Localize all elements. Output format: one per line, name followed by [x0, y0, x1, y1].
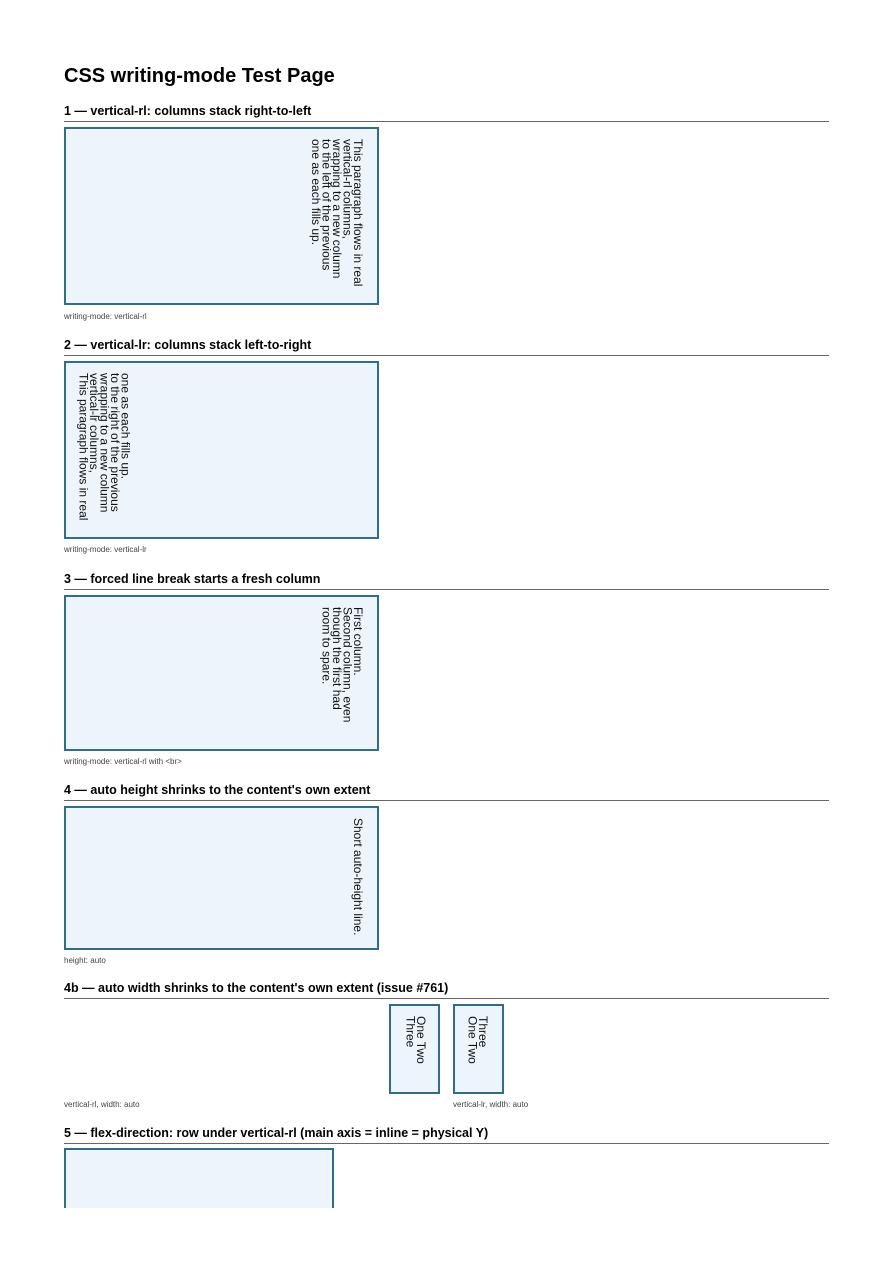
section-3-forced-break-box — [64, 595, 379, 751]
section-4b-rl-text: One Two Three — [403, 1016, 428, 1064]
section-4b-divider — [64, 998, 829, 999]
section-2-caption: writing-mode: vertical-lr — [64, 545, 147, 554]
page-title: CSS writing-mode Test Page — [64, 65, 335, 87]
section-2-divider — [64, 355, 829, 356]
section-5-flex-box — [64, 1148, 334, 1208]
section-4-caption: height: auto — [64, 956, 106, 965]
section-4-divider — [64, 800, 829, 801]
section-1-caption: writing-mode: vertical-rl — [64, 312, 147, 321]
section-2-vertical-lr-box — [64, 361, 379, 539]
section-4b-title: 4b — auto width shrinks to the content's own extent (issue #761) — [64, 981, 449, 995]
section-4-title: 4 — auto height shrinks to the content's own extent — [64, 783, 371, 797]
section-2-paragraph: This paragraph flows in real vertical-lr columns, wrapping to a new column to the right of the previous one as each fills up. — [76, 373, 133, 521]
section-1-divider — [64, 121, 829, 122]
section-4-auto-height-box — [64, 806, 379, 950]
section-4b-lr-text: One Two Three — [465, 1016, 490, 1064]
section-3-caption: writing-mode: vertical-rl with <br> — [64, 757, 182, 766]
section-4b-vertical-lr-box — [453, 1004, 504, 1094]
section-2-title: 2 — vertical-lr: columns stack left-to-right — [64, 338, 312, 352]
page-bottom-margin — [0, 1208, 893, 1263]
section-1-title: 1 — vertical-rl: columns stack right-to-left — [64, 104, 312, 118]
section-4b-left-caption: vertical-rl, width: auto — [64, 1100, 140, 1109]
section-3-paragraph: First column. Second column, even though the first had room to spare. — [319, 607, 365, 723]
section-4b-right-caption: vertical-lr, width: auto — [453, 1100, 529, 1109]
section-4-line: Short auto-height line. — [351, 818, 365, 936]
section-4b-vertical-rl-box — [389, 1004, 440, 1094]
section-5-divider — [64, 1143, 829, 1144]
section-1-paragraph: This paragraph flows in real vertical-rl columns, wrapping to a new column to the left of the previous one as each fills up. — [309, 139, 365, 287]
section-3-title: 3 — forced line break starts a fresh column — [64, 572, 321, 586]
section-1-vertical-rl-box — [64, 127, 379, 305]
section-5-title: 5 — flex-direction: row under vertical-rl (main axis = inline = physical Y) — [64, 1126, 489, 1140]
section-3-divider — [64, 589, 829, 590]
